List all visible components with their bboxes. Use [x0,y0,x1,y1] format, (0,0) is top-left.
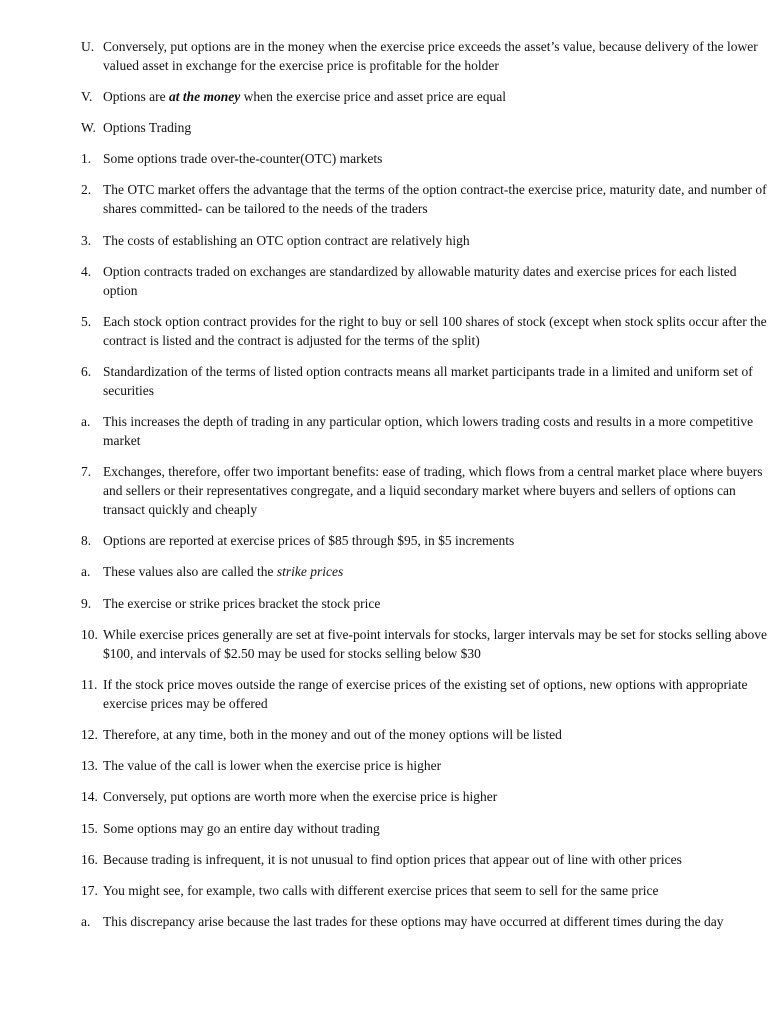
list-item-text: Standardization of the terms of listed option contracts means all market participants trade in a limited and uniform set of securities [103,364,753,398]
list-marker: 13. [81,758,98,773]
emphasis-term: at the money [168,89,241,104]
list-marker: 10. [81,627,98,642]
list-item-2 [81,180,771,218]
list-item-text: This increases the depth of trading in any particular option, which lowers trading costs and results in a more competitive market [103,414,754,448]
list-item-13 [81,756,771,775]
list-marker: W. [81,120,96,135]
list-item-9 [81,594,771,613]
list-marker: 14. [81,789,98,804]
list-item-8 [81,531,771,550]
list-item-12 [81,725,771,744]
list-item-text: Exchanges, therefore, offer two important benefits: ease of trading, which flows from a central market place where buyers and sellers or their representatives congregate, and a liquid secondary market where buyers and sellers of options can transact quickly and cheaply [103,464,763,517]
list-item-text: Option contracts traded on exchanges are standardized by allowable maturity dates and exercise prices for each listed option [103,264,737,298]
list-item-10 [81,625,771,663]
list-item-text: Therefore, at any time, both in the money and out of the money options will be listed [103,727,562,742]
list-item-text: If the stock price moves outside the range of exercise prices of the existing set of options, new options with appropriate exercise prices may be offered [103,677,748,711]
list-item-text: Options are reported at exercise prices of $85 through $95, in $5 increments [103,533,515,548]
list-marker: 15. [81,821,98,836]
list-item-14 [81,787,771,806]
text-run: Options are [103,89,169,104]
list-marker: 17. [81,883,98,898]
list-marker: 3. [81,233,92,248]
list-marker: a. [81,914,91,929]
list-marker: 16. [81,852,98,867]
list-item-15 [81,819,771,838]
list-item-text: Conversely, put options are worth more when the exercise price is higher [103,789,498,804]
list-marker: a. [81,564,91,579]
list-item-6 [81,362,771,400]
list-item-16 [81,850,771,869]
list-marker: 11. [81,677,98,692]
list-marker: 6. [81,364,92,379]
list-item-6a [81,412,771,450]
list-marker: 4. [81,264,92,279]
emphasis-term: strike prices [276,564,344,579]
list-item-5 [81,312,771,350]
list-marker: U. [81,39,95,54]
list-item-text [103,87,771,106]
list-item-text: The costs of establishing an OTC option contract are relatively high [103,233,470,248]
list-item-text: This discrepancy arise because the last trades for these options may have occurred at different times during the day [103,914,724,929]
list-marker: 9. [81,596,92,611]
list-item-text: While exercise prices generally are set at five-point intervals for stocks, larger intervals may be set for stocks selling above $100, and intervals of $2.50 may be used for stocks selling below $30 [103,627,768,661]
list-item-3 [81,231,771,250]
list-marker: 8. [81,533,92,548]
list-item-text: Some options trade over-the-counter(OTC) markets [103,151,383,166]
list-item-text: Because trading is infrequent, it is not unusual to find option prices that appear out of line with other prices [103,852,682,867]
list-item-11 [81,675,771,713]
list-item-text: The exercise or strike prices bracket the stock price [103,596,381,611]
list-item-17a [81,912,771,931]
list-item-7 [81,462,771,519]
text-run: when the exercise price and asset price are equal [240,89,506,104]
list-item-w [81,118,771,137]
list-item-text: Each stock option contract provides for the right to buy or sell 100 shares of stock (except when stock splits occur after the contract is listed and the contract is adjusted for the terms of the split) [103,314,767,348]
list-item-4 [81,262,771,300]
list-item-8a [81,562,771,581]
list-item-v [81,87,771,106]
list-item-u [81,37,771,75]
list-item-text: Conversely, put options are in the money when the exercise price exceeds the asset’s value, because delivery of the lower valued asset in exchange for the exercise price is profitable for the holder [103,39,758,73]
list-item-text: The value of the call is lower when the exercise price is higher [103,758,442,773]
list-item-17 [81,881,771,900]
list-item-text: You might see, for example, two calls with different exercise prices that seem to sell for the same price [103,883,659,898]
list-marker: V. [81,89,93,104]
list-marker: 12. [81,727,98,742]
list-marker: a. [81,414,91,429]
list-item-text: Some options may go an entire day without trading [103,821,380,836]
list-marker: 5. [81,314,92,329]
list-item-text [103,562,771,581]
list-marker: 1. [81,151,92,166]
section-heading: Options Trading [103,120,192,135]
list-marker: 2. [81,182,92,197]
text-run: These values also are called the [103,564,277,579]
list-item-1 [81,149,771,168]
list-marker: 7. [81,464,92,479]
list-item-text: The OTC market offers the advantage that the terms of the option contract-the exercise price, maturity date, and number of shares committed- can be tailored to the needs of the traders [103,182,767,216]
